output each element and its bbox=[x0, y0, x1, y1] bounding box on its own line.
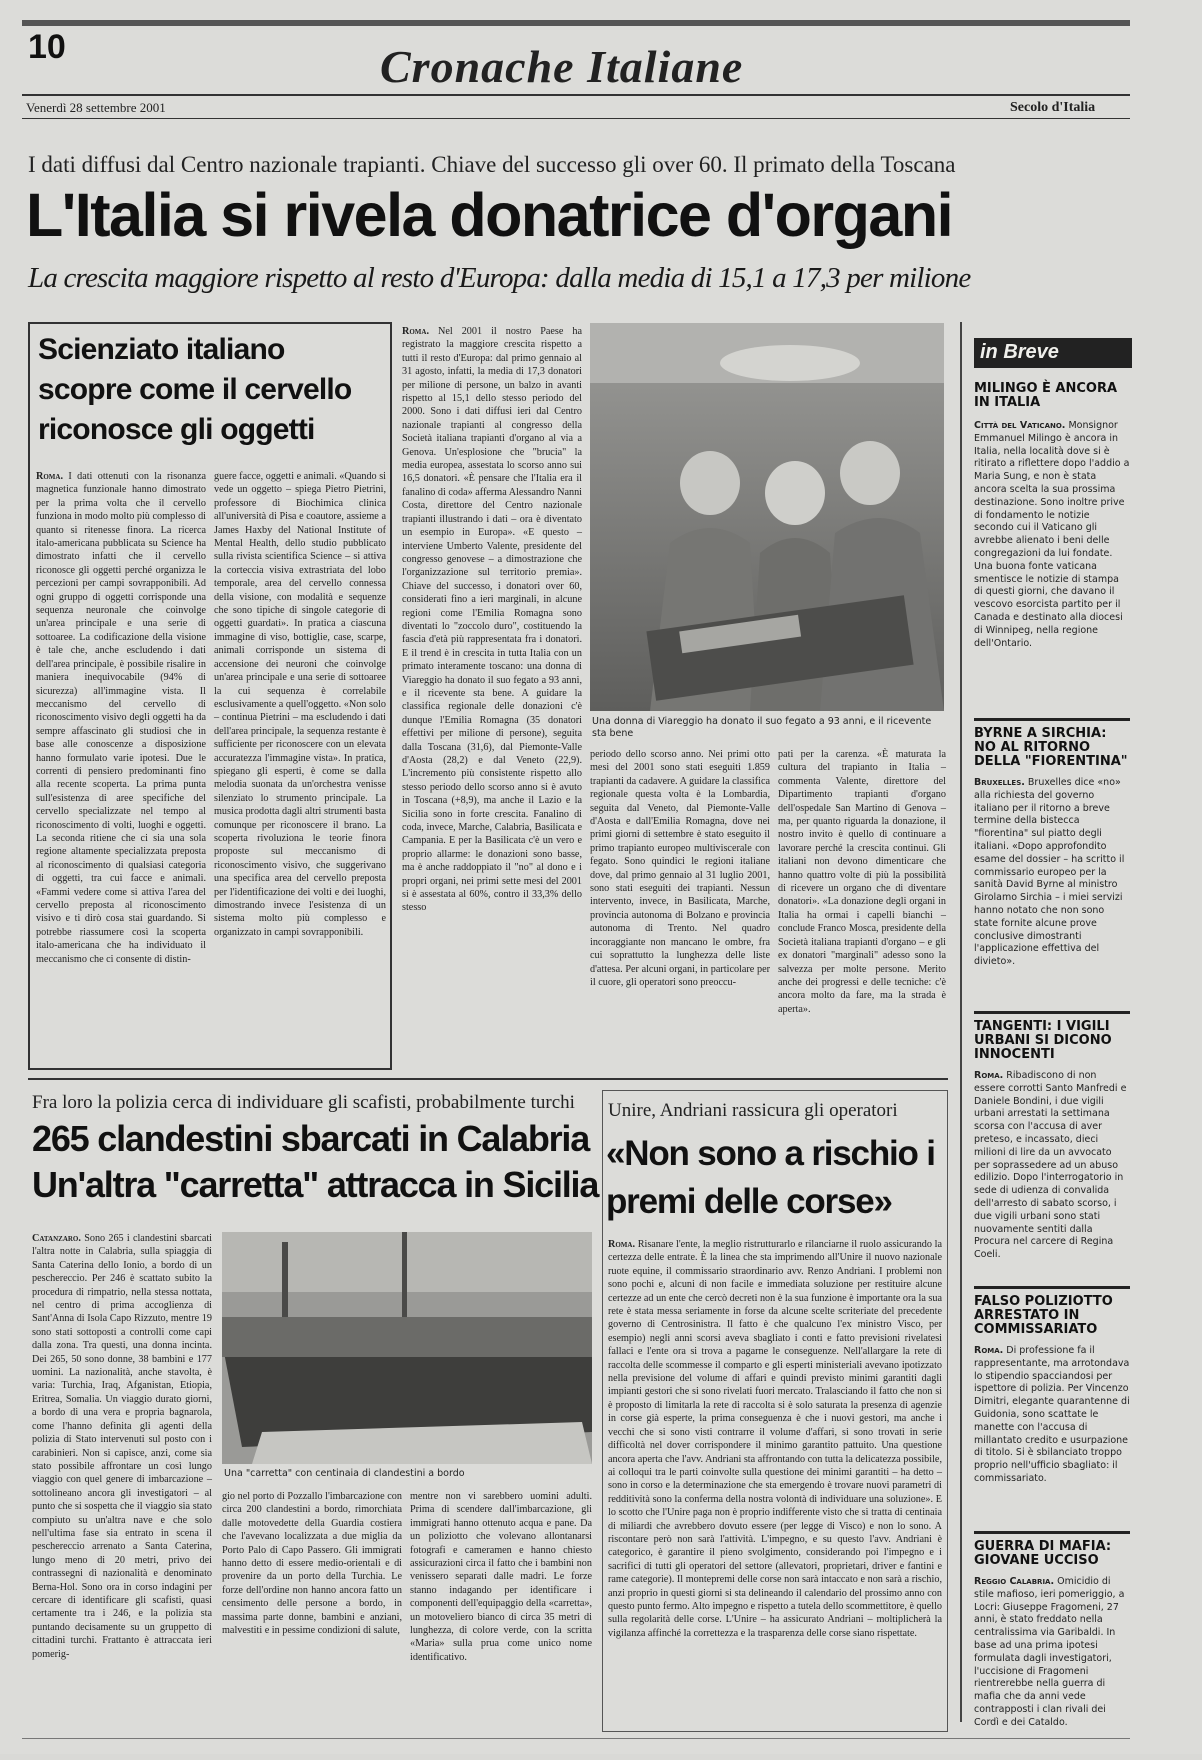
lead-dateline: Roma. bbox=[402, 326, 430, 337]
inbreve-list bbox=[974, 381, 1130, 1728]
brief-text bbox=[974, 420, 1130, 650]
lead-col-2 bbox=[590, 748, 770, 1060]
calabria-col-1 bbox=[32, 1232, 212, 1732]
brief-text bbox=[974, 1345, 1130, 1486]
calabria-overline: Fra loro la polizia cerca di individuare gli scafisti, probabilmente turchi bbox=[32, 1092, 575, 1113]
brief-body: Monsignor Emmanuel Milingo è ancora in Italia, nella località dove si è ritirato a riflettere dopo l'addio a Maria Sung, e non è stata ancora scelta la sua prossima destinazione. Sono inoltre prive di fondamento le notizie secondo cui il Vaticano gli avrebbe alienato i beni delle congregazioni da lui fondate. Una buona fonte vaticana smentisce le notizie di stampa di questi giorni, che davano il vescovo esorcista partito per il Canada e destinato alla diocesi di Winnipeg, nella regione dell'Ontario. bbox=[974, 420, 1130, 649]
brief-body: Bruxelles dice «no» alla richiesta del governo italiano per il ritorno a breve termine della bistecca "fiorentina" sul piatto degli italiani. «Dopo approfondito esame del dossier – ha scritto il commissario europeo per la sanità David Byrne al ministro Girolamo Sirchia – i miei servizi hanno notato che non sono state fornite alcune prove conclusive dimostranti l'applicazione effettiva del divieto». bbox=[974, 777, 1125, 968]
surgery-photo-caption: Una donna di Viareggio ha donato il suo fegato a 93 anni, e il ricevente sta bene bbox=[592, 716, 932, 739]
date-rule bbox=[22, 118, 1130, 119]
brief-headline: BYRNE A SIRCHIA: NO AL RITORNO DELLA "FIORENTINA" bbox=[974, 726, 1128, 769]
lead-headline: L'Italia si rivela donatrice d'organi bbox=[26, 181, 953, 249]
brief-headline: FALSO POLIZIOTTO ARRESTATO IN COMMISSARIATO bbox=[974, 1294, 1113, 1337]
calabria-body-1: Sono 265 i clandestini sbarcati l'altra notte in Calabria, sulla spiaggia di Santa Caterina dello Ionio, a bordo di un peschereccio. Per 246 è scattato subito la procedura di rimpatrio, nella stessa nottata, nel centro di prima accoglienza di Sant'Anna di Isola Capo Rizzuto, mentre 19 sono stati sottoposti a controlli come capi dalla zona. Tra questi, una donna incinta. Dei 265, 50 sono donne, 38 bambini e 177 uomini. La nazionalità, anche stavolta, è varia: Turchia, Iraq, Afganistan, Etiopia, Eritrea, Somalia. Un viaggio durato giorni, a bordo di una vera e propria bagnarola, come l'hanno definita gli agenti della polizia di Stato intervenuti sul posto con i carabinieri. Non si capisce, anzi, come sia stato possibile affrontare un così lungo viaggio con quel genere di imbarcazione – sottolineano ancora gli investigatori – al punto che si sospetta che il viaggio sia stato compiuto su un'altra nave e che solo nell'ultima fase sia entrato in scena il peschereccio arrenato a Santa Caterina, lungo meno di 20 metri, privo dei contrassegni di nazionalità e denominato Berna-Hol. Sono ora in corso indagini per cercare di identificare gli scafisti, quasi certamente tra i 246, e la polizia sta puntando decisamente su un gruppetto di cittadini turchi. Frattanto è attraccata ieri pomerig- bbox=[32, 1233, 213, 1660]
brief-headline: TANGENTI: I VIGILI URBANI SI DICONO INNOCENTI bbox=[974, 1019, 1112, 1062]
brief-separator bbox=[974, 1286, 1130, 1289]
lead-body-2: periodo dello scorso anno. Nei primi otto mesi del 2001 sono stati eseguiti 1.859 trapianti da cadavere. A guidare la classifica regionale questa volta è la Lombardia, seguita dal Veneto, dal Piemonte-Valle d'Aosta e dall'Emilia Romagna, dove nei primi giorni di settembre è stato eseguito il primo trapianto europeo multiviscerale con fegato. Sono quindici le regioni italiane dove, dal primo gennaio al 31 luglio 2001, sono stati eseguiti dei trapianti. Nessun intervento, invece, in Basilicata, Marche, provincia autonoma di Bolzano e provincia autonoma di Trento. Nel quadro incoraggiante non mancano le ombre, fra cui soprattutto la lunghezza delle liste d'attesa. Per alcuni organi, in particolare per il cuore, gli operatori sono preoccu- bbox=[590, 749, 770, 988]
newspaper-name: Secolo d'Italia bbox=[1010, 100, 1096, 115]
lead-subheadline: La crescita maggiore rispetto al resto d'Europa: dalla media di 15,1 a 17,3 per milione bbox=[28, 262, 971, 294]
boat-photo-image bbox=[222, 1232, 592, 1464]
unire-text: Risanare l'ente, la meglio ristrutturarlo e rilanciarne il ruolo assicurando la certezza delle entrate. È la linea che sta imprimendo all'Unire il nuovo nazionale ruote equine, il commissario straordinario avv. Renzo Andriani. I problemi non sono pochi e, alcuni di non facile e immediata soluzione per restituire alcune certezze ad un ente che cercò decreti non è la sua funzione è importante ora la sua rete è stata messa seriamente in forse da alcune scelte scriteriate del precedente governo di Centrosinistra. Il fatto è che qualcuno l'ex ministro Visco, per esempio) negli anni scorsi aveva sbagliato i conti e fatto previsioni rivelatesi fallaci e l'ente ora si trova a pagarne le conseguenze. Nell'allargare la rete di raccolta delle scommesse il comparto e gli esperti ministeriali avevano ipotizzato nella previsione del volume di affari e quindi previsto minimi garantiti dagli impianti gestori che si sono rivelati fuori mercato. Tralasciando il fatto che non si è proposto di limitarla la rete di raccolta si è solo saturata la presenza di agenzie in corse già esperte, la prima conseguenza è che i nuovi gestori, ma anche i vecchi che si sono visti contrarre il volume d'affari, si sono trovati in serie difficoltà nel dover corrispondere il minimo garantito pattuito. Una questione ancora aperta che l'avv. Andriani sta affrontando con tutta la delicatezza possibile, ai colloqui tra le parti coinvolte sulla questione dei minimi garantiti – ha detto – sono in corso e la determinazione che sta emergendo è trovare nuovi parametri di redditività sono la conferma della nostra volontà di individuare una soluzione». E lo scotto che l'Unire paga non è proprio indifferente visto che si tratta di centinaia di miliardi che avrebbero dovuto essere (per legge di Visco) e non lo sono. A riscontare però non sarà l'attività. L'impegno, e su questo l'avv. Andriani è categorico, è garantire il pieno svolgimento, considerando poi l'impegno e i sacrifici di tutti gli operatori del settore (allevatori, proprietari, driver e fantini e rame categorie). Il montepremi delle corse non sarà intaccato e non sarà a rischio, anzi proprio in questi giorni si sta delineando il calendario del prossimo anno con questo punto fermo. Alto impegno e rispetto a tutela dello scommettitore, è quello sulla regolarità delle corse. L'Unire – ha assicurato Andriani – moltiplicherà la vigilanza affinché la correttezza e la trasparenza delle corse siano rispettate. bbox=[608, 1239, 943, 1639]
brief-dateline: Roma. bbox=[974, 1345, 1004, 1356]
brief-item bbox=[974, 1295, 1130, 1525]
top-rule bbox=[22, 20, 1130, 26]
brief-item bbox=[974, 1540, 1130, 1760]
unire-headline: «Non sono a rischio i premi delle corse» bbox=[606, 1134, 935, 1221]
brief-text bbox=[974, 777, 1130, 969]
inbreve-banner bbox=[974, 338, 1132, 368]
calabria-col-3 bbox=[410, 1490, 592, 1732]
science-dateline: Roma. bbox=[36, 471, 64, 482]
issue-date: Venerdì 28 settembre 2001 bbox=[26, 100, 166, 115]
unire-dateline: Roma. bbox=[608, 1239, 636, 1250]
calabria-headline-2: Un'altra "carretta" attracca in Sicilia bbox=[32, 1164, 599, 1205]
lead-col-1 bbox=[402, 325, 582, 1059]
science-col-1 bbox=[36, 470, 206, 1066]
surgery-photo bbox=[590, 323, 944, 711]
calabria-body-3: mentre non vi sarebbero uomini adulti. Prima di scendere dall'imbarcazione, gli immigrati hanno ottenuto acqua e pane. Da un poliziotto che volevano allontanarsi fotografi e cameramen e hanno chiesto assicurazioni circa il fatto che i bambini non venissero separati dalle madri. Le forze stanno indagando per identificare i componenti dell'equipaggio della «carretta», un motoveliero bianco di circa 35 metri di lunghezza, di colore verde, con la scritta «Maria» sulla prua come unico nome identificativo. bbox=[410, 1491, 592, 1663]
brief-body: Omicidio di stile mafioso, ieri pomeriggio, a Locri: Giuseppe Fragomeni, 27 anni, è stato freddato nella centralissima via Garibaldi. In base ad una prima ipotesi formulata dagli investigatori, l'uccisione di Fragomeni rientrerebbe nella guerra di mafia che da anni vede contrapposti i clan rivali dei Cordì e dei Cataldo. bbox=[974, 1576, 1125, 1728]
brief-item bbox=[974, 727, 1130, 1005]
calabria-dateline: Catanzaro. bbox=[32, 1233, 81, 1244]
brief-text bbox=[974, 1576, 1130, 1730]
surgery-photo-image bbox=[590, 323, 944, 711]
mid-rule bbox=[28, 1078, 948, 1080]
brief-headline: MILINGO È ANCORA IN ITALIA bbox=[974, 381, 1118, 410]
lead-body-1: Nel 2001 il nostro Paese ha registrato la maggiore crescita rispetto a tutti il resto d'Europa: dal primo gennaio al 31 agosto, infatti, la media di 17,3 donatori per milione di persone, un balzo in avanti rispetto al 15,1 dello stesso periodo del 2000. Sono i dati diffusi ieri dal Centro nazionale trapianti al congresso della Società italiana trapianti d'organo al via a Genova. Un'esplosione che "brucia" la media europea, assestata lo scorso anno sui 16,5 donatori. «È pensare che l'Italia era il fanalino di coda» afferma Alessandro Nanni Costa, direttore del Centro nazionale trapianti illustrando i dati – ora è diventato un esempio in Europa». «E questo – interviene Umberto Valente, presidente del congresso genovese – a dimostrazione che l'organizzazione sul territorio premia». Chiave del successo, i donatori over 60, considerati fino a ieri marginali, in alcune regioni come l'Emilia Romagna sono diventati lo "zoccolo duro", costituendo la fascia d'età più rappresentata fra i donatori. E il trend è in crescita in tutta Italia con un primato interamente toscano: una donna di Viareggio ha donato il suo fegato a 93 anni, e il ricevente sta bene. A guidare la classifica regionale delle donazioni c'è dunque l'Emilia Romagna (35 donatori effettivi per milione di persone), seguita dalla Toscana (31,6), dal Piemonte-Valle d'Aosta (28,2) e dal Veneto (22,9). L'incremento più consistente rispetto allo stesso periodo dello scorso anno si è avuto in Toscana (+8,9), ma anche il Lazio e la Sicilia sono in forte crescita. Fanalino di coda, invece, Marche, Calabria, Basilicata e Campania. E per la Basilicata c'è un vero e proprio allarme: le donazioni sono basse, ma è anche raddoppiato il "no" al dono e i propri organi, nei primi sette mesi del 2001 si è assestata al 60%, contro il 33,3% dello stesso bbox=[402, 326, 583, 914]
science-headline: Scienziato italiano scopre come il cervello riconosce gli oggetti bbox=[38, 333, 352, 446]
section-title: Cronache Italiane bbox=[380, 41, 744, 92]
calabria-body-2: gio nel porto di Pozzallo l'imbarcazione con circa 200 clandestini a bordo, rimorchiata dalle motovedette della Guardia costiera che l'avevano localizzata a due miglia da Porto Palo di Capo Passero. Gli immigrati hanno detto di essere medio-orientali e di provenire da un porto della Turchia. Le forze dell'ordine non hanno ancora fatto un censimento delle persone a bordo, in massima parte donne, bambini e anziani, malvestiti e in pessime condizioni di salute, bbox=[222, 1491, 402, 1637]
science-col-2 bbox=[214, 470, 386, 1066]
brief-item bbox=[974, 1020, 1130, 1280]
brief-item bbox=[974, 382, 1130, 712]
calabria-col-2 bbox=[222, 1490, 402, 1732]
brief-headline: GUERRA DI MAFIA: GIOVANE UCCISO bbox=[974, 1539, 1112, 1568]
calabria-headline-1: 265 clandestini sbarcati in Calabria bbox=[32, 1118, 590, 1159]
lead-overline: I dati diffusi dal Centro nazionale trapianti. Chiave del successo gli over 60. Il primato della Toscana bbox=[28, 152, 956, 177]
brief-separator bbox=[974, 718, 1130, 721]
page-number: 10 bbox=[28, 28, 66, 66]
boat-photo bbox=[222, 1232, 592, 1464]
bottom-rule bbox=[22, 1738, 1130, 1739]
brief-separator bbox=[974, 1011, 1130, 1014]
boat-photo-caption: Una "carretta" con centinaia di clandestini a bordo bbox=[224, 1468, 465, 1479]
brief-separator bbox=[974, 1531, 1130, 1534]
brief-body: Ribadiscono di non essere corrotti Santo Manfredi e Daniele Bondini, i due vigili urbani arrestati la settimana scorsa con l'accusa di aver preteso, e incassato, dieci milioni di lire da un avvocato per soprassedere ad un abuso edilizio. Dopo l'interrogatorio in sede di udienza di convalida dell'arresto di sabato scorso, i due vigili urbani sono stati nuovamente sentiti dalla Procura nel carcere di Regina Coeli. bbox=[974, 1070, 1127, 1261]
science-body-2: guere facce, oggetti e animali. «Quando si vede un oggetto – spiega Pietro Pietrini, professore di Biochimica clinica all'università di Pisa e coautore, assieme a James Haxby del National Institute of Mental Health, dello studio pubblicato sulla rivista scientifica Science – si attiva la corteccia visiva extrastriata del lobo temporale, area del cervello connessa della visione, con modalità e sequenze che sono tipiche di singole categorie di oggetti guardati». In pratica a ciascuna immagine di viso, bottiglie, case, scarpe, animali corrisponde un sistema di accensione dei neuroni che coinvolge un'area principale e una serie di sottoaree la cui sequenza è correlabile esclusivamente a quell'oggetto. «Non solo – continua Pietrini – ma escludendo i dati dell'area principale, la sequenza restante è sufficiente per riconoscere con un elevata accuratezza l'immagine vista». In pratica, spiegano gli esperti, è come se dalla melodia suonata da un'orchestra venisse silenziato lo strumento principale. La musica prodotta dagli altri strumenti basta comunque per riconoscere il brano. La scoperta rivoluziona le teorie finora proposte sul meccanismo di riconoscimento visivo, che suggerivano una specifica area del cervello preposta per l'identificazione dei volti e dei luoghi, dimostrando invece l'esistenza di un sistema molto più complesso e organizzato in campi sovrapponibili. bbox=[214, 471, 386, 938]
masthead-rule bbox=[22, 94, 1130, 96]
brief-dateline: Roma. bbox=[974, 1070, 1004, 1081]
lead-col-3 bbox=[778, 748, 946, 1060]
brief-dateline: Bruxelles. bbox=[974, 777, 1025, 788]
brief-body: Di professione fa il rappresentante, ma arrotondava lo stipendio spacciandosi per ispettore di polizia. Per Vincenzo Dimitri, elegante quarantenne di Guidonia, sono scattate le manette con l'accusa di millantato credito e usurpazione di titolo. Si è sbilanciato troppo proprio nell'ufficio sbagliato: il commissariato. bbox=[974, 1345, 1130, 1484]
unire-body bbox=[608, 1238, 942, 1728]
unire-overline: Unire, Andriani rassicura gli operatori bbox=[608, 1100, 898, 1121]
brief-dateline: Reggio Calabria. bbox=[974, 1576, 1055, 1587]
science-body-1: I dati ottenuti con la risonanza magnetica funzionale hanno dimostrato per la prima volta che il cervello funziona in modo molto più complesso di quanto si ritenesse finora. La ricerca italo-americana pubblicata su Science ha dimostrato infatti che il cervello riconosce gli oggetti perché organizza le percezioni per campi sovrapponibili. Ad ogni gruppo di oggetti corrisponde una sequenza neuronale che coinvolge un'area principale e una serie di sottoaree. La codificazione della visione è tale che, anche escludendo i dati dell'area principale, è possibile risalire in maniera inequivocabile (94% di sicurezza) all'immagine vista. Il meccanismo del cervello di riconoscimento visivo degli oggetti ha da sempre affascinato gli studiosi che in base alle conoscenze a disposizione hanno formulato varie ipotesi. Due le correnti di pensiero predominanti fino alla recente scoperta. La prima punta sull'esistenza di aree specifiche del cervello specializzate nel tempo al riconoscimento di volti, luoghi e oggetti. La seconda ritiene che ci sia una sola regione altamente specializzata preposta al riconoscimento di qualsiasi categoria di oggetti, tra cui facce e animali. «Fammi vedere come si attiva l'area del cervello preposta al riconoscimento visivo e ti dirò cosa stai guardando. Si potrebbe riassumere così la scoperta italo-americana che ha individuato il meccanismo che ci consente di distin- bbox=[36, 471, 207, 965]
lead-body-3: pati per la carenza. «È maturata la cultura del trapianto in Italia – commenta Valente, direttore del Dipartimento trapianti d'organo dell'ospedale San Martino di Genova – ma, per quanto riguarda la donazione, il nostro invito è quello di continuare a lavorare perché la crescita continui. Gli italiani non devono dimenticare che hanno quattro volte di più la possibilità di ricevere un organo che di diventare donatori». «La donazione degli organi in Italia ha ormai i capelli bianchi – conclude Franco Mosca, presidente della Società italiana trapianti d'organo – e gli ex donatori "marginali" adesso sono la salvezza per molte persone. Merito anche dei progressi e delle tecniche: c'è ancora molto da fare, ma la strada è aperta». bbox=[778, 749, 946, 1015]
brief-text bbox=[974, 1070, 1130, 1262]
brief-dateline: Città del Vaticano. bbox=[974, 420, 1066, 431]
inbreve-title: in Breve bbox=[980, 341, 1059, 363]
